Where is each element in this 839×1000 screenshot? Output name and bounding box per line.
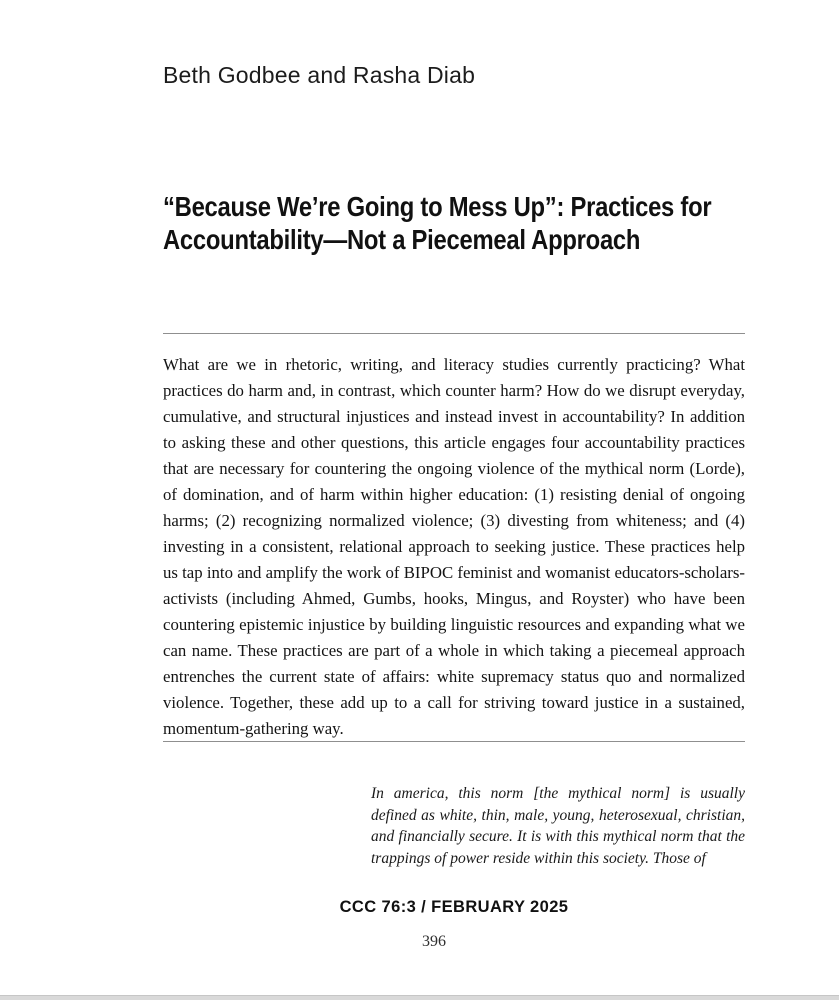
epigraph-quote: In america, this norm [the mythical norm] is usually defined as white, thin, male, young, heterosexual, christian, and financially secure. It is with this mythical norm that the trappings of power reside within this society. Those of [371, 785, 745, 867]
page-bottom-edge [0, 995, 839, 1000]
article-title-line-1: “Because We’re Going to Mess Up”: Practices for [163, 191, 712, 222]
authors-line: Beth Godbee and Rasha Diab [163, 62, 476, 88]
article-title [163, 190, 763, 256]
page-number: 396 [422, 933, 446, 950]
abstract-paragraph: What are we in rhetoric, writing, and literacy studies currently practicing? What practices do harm and, in contrast, which counter harm? How do we disrupt everyday, cumulative, and structural injustices and instead invest in accountability? In addition to asking these and other questions, this article engages four accountability practices that are necessary for countering the ongoing violence of the mythical norm (Lorde), of domination, and of harm within higher education: (1) resisting denial of ongoing harms; (2) recognizing normalized violence; (3) divesting from whiteness; and (4) investing in a consistent, relational approach to seeking justice. These practices help us tap into and amplify the work of BIPOC feminist and womanist educators-scholars-activists (including Ahmed, Gumbs, hooks, Mingus, and Royster) who have been countering epistemic injustice by building linguistic resources and expanding what we can name. These practices are part of a whole in which taking a piecemeal approach entrenches the current state of affairs: white supremacy status quo and normalized violence. Together, these add up to a call for striving toward justice in a sustained, momentum-gathering way. [163, 355, 745, 738]
abstract-divider-top [163, 333, 745, 334]
article-title-line-2: Accountability—Not a Piecemeal Approach [163, 224, 641, 255]
abstract-divider-bottom [163, 741, 745, 742]
journal-issue-footer: CCC 76:3 / FEBRUARY 2025 [339, 898, 569, 916]
